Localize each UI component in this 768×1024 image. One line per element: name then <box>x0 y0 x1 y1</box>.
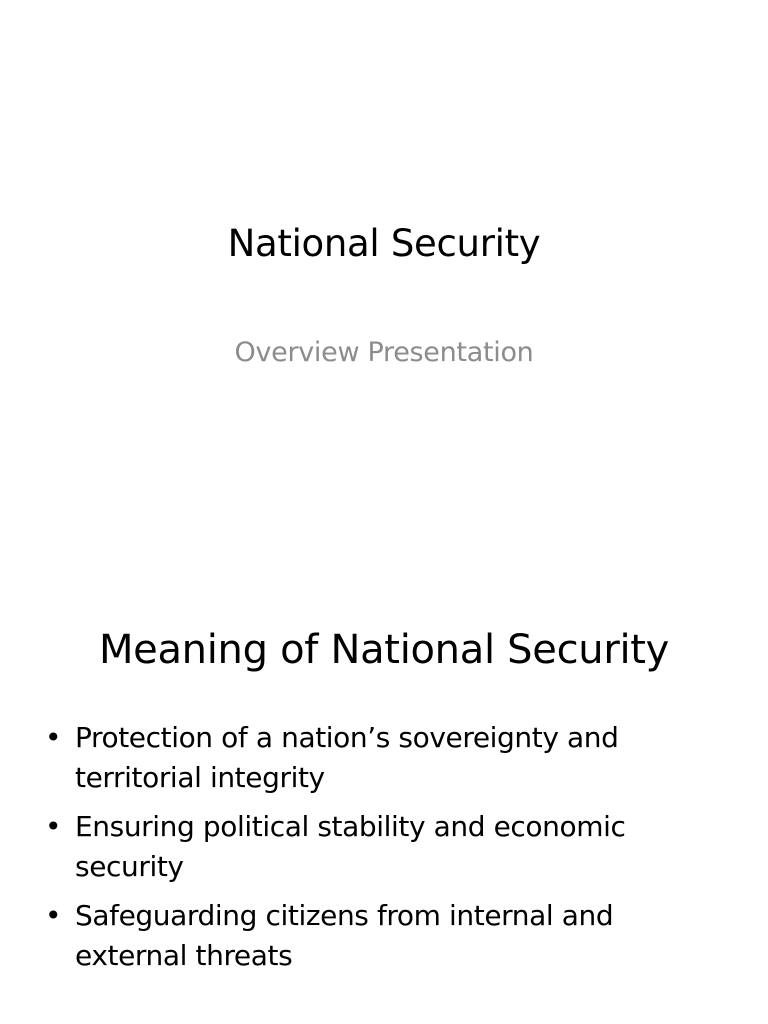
bullet-text: Safeguarding citizens from internal and external threats <box>75 899 614 972</box>
bullet-text: Protection of a nation’s sovereignty and territorial integrity <box>75 721 619 794</box>
slide-subtitle: Overview Presentation <box>234 337 534 368</box>
bullet-item <box>0 896 768 976</box>
bullet-list <box>0 718 768 985</box>
bullet-text: Ensuring political stability and economic security <box>75 810 626 883</box>
slide-title: National Security <box>227 222 541 265</box>
slide-title: Meaning of National Security <box>98 627 670 673</box>
bullet-dot-icon: • <box>45 899 62 932</box>
bullet-item <box>0 807 768 887</box>
bullet-item <box>0 718 768 798</box>
bullet-dot-icon: • <box>45 810 62 843</box>
content-slide <box>0 576 768 1024</box>
bullet-dot-icon: • <box>45 721 62 754</box>
